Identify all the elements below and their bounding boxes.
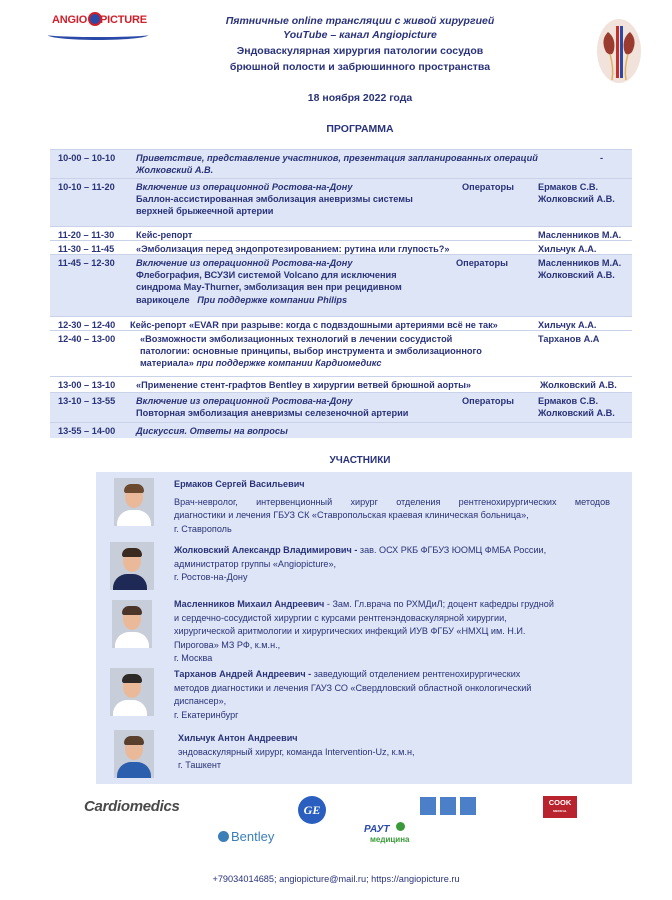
participant-photo — [110, 542, 154, 590]
row-description: Включение из операционной Ростова-на-Дону Повторная эмболизация аневризмы селезеночной артерии — [136, 396, 409, 419]
row-description: Включение из операционной Ростова-на-Дону Флебография, ВСУЗИ системой Volcano для исключения синдрома May-Thurner, эмболизация вен при рецидивном варикоцеле При поддержке компании Philips — [136, 258, 402, 305]
schedule-row — [50, 376, 632, 392]
row-description: «Эмболизация перед эндопротезированием: рутина или глупость?» — [136, 244, 450, 254]
sponsor-cook-logo: COOK MEDICAL — [543, 796, 577, 818]
angiopicture-logo — [44, 12, 152, 48]
row-presenter: Жолковский А.В. — [538, 270, 615, 280]
participant-info: Хильчук Антон Андреевич эндоваскулярный хирург, команда Intervention-Uz, к.м.н, г. Ташкент — [178, 732, 614, 773]
row-time: 11-20 – 11-30 — [58, 230, 115, 240]
row-presenter: Масленников М.А. — [538, 258, 622, 268]
schedule-row — [50, 422, 632, 438]
schedule-row — [50, 316, 632, 330]
row-presenter: Масленников М.А. — [538, 230, 622, 240]
schedule-row — [50, 226, 632, 240]
row-description: «Возможности эмболизационных технологий в лечении сосудистой патологии: основные принципы, выбор инструмента и эмболизационного материала» при поддержке компании Кардиомедикс — [140, 334, 482, 369]
participant-info: Ермаков Сергей Васильевич Врач-невролог, интервенционный хирург отделения рентгенохирургических методов диагностики и лечения ГБУЗ СК «Ставропольская краевая клиническая больница», г. Ставрополь — [174, 479, 610, 534]
participant-photo — [110, 668, 154, 716]
schedule-row — [50, 254, 632, 316]
row-time: 11-30 – 11-45 — [58, 244, 115, 254]
row-time: 12-30 – 12-40 — [58, 320, 116, 330]
program-title: ПРОГРАММА — [326, 123, 394, 135]
raut-mark-icon — [396, 822, 405, 831]
row-presenter: Хильчук А.А. — [538, 244, 597, 254]
row-description: Включение из операционной Ростова-на-Дону Баллон-ассистированная эмболизация аневризмы системы верхней брыжеечной артерии — [136, 182, 413, 217]
schedule-row — [50, 392, 632, 422]
event-date: 18 ноября 2022 года — [307, 92, 413, 104]
header-line-4: брюшной полости и забрюшинного пространства — [229, 61, 491, 73]
participant-name: Хильчук Антон Андреевич — [178, 733, 298, 743]
header-line-1: Пятничные online трансляции с живой хирургией — [225, 15, 495, 27]
sponsor-bentley-logo: Bentley — [218, 829, 274, 844]
participant-name: Тарханов Андрей Андреевич — [174, 669, 306, 679]
abdominal-anatomy-icon — [596, 18, 642, 84]
row-presenter: Хильчук А.А. — [538, 320, 597, 330]
participants-panel — [96, 472, 632, 784]
row-time: 10-10 – 11-20 — [58, 182, 115, 192]
row-time: 12-40 – 13-00 — [58, 334, 116, 344]
row-operators-label: Операторы — [462, 396, 514, 406]
row-description: Кейс-репорт «EVAR при разрыве: когда с подвздошными артериями всё не так» — [130, 320, 498, 330]
sponsor-raut-logo: РАУТ медицина — [364, 824, 410, 844]
sponsor-mdc-logo — [420, 797, 478, 815]
participant-info: Жолковский Александр Владимирович - зав. ОСХ РКБ ФГБУЗ ЮОМЦ ФМБА России, администратор группы «Angiopicture», г. Ростов-на-Дону — [174, 545, 547, 582]
row-presenter: Тарханов А.А — [538, 334, 600, 344]
row-time: 13-55 – 14-00 — [58, 426, 116, 436]
schedule-row — [50, 240, 632, 254]
logo-text-picture: PICTURE — [100, 14, 147, 26]
logo-swoosh-icon — [48, 30, 148, 40]
schedule-row — [50, 178, 632, 226]
logo-text-angio: ANGIO — [52, 14, 88, 26]
row-presenter: Жолковский А.В. — [540, 380, 617, 390]
sponsor-ge-logo: GE — [298, 796, 326, 824]
contact-info: +79034014685; angiopicture@mail.ru; https://angiopicture.ru — [212, 874, 460, 884]
participant-name: Масленников Михаил Андреевич — [174, 599, 325, 609]
participant-name: Ермаков Сергей Васильевич — [174, 479, 305, 489]
header-line-3: Эндоваскулярная хирургия патологии сосудов — [236, 45, 484, 57]
participant-photo — [112, 600, 152, 648]
sponsor-cardiomedics-logo: Cardiomedics — [84, 798, 180, 815]
row-presenter: Ермаков С.В. — [538, 182, 599, 192]
participant-photo — [114, 730, 154, 778]
row-time: 13-00 – 13-10 — [58, 380, 116, 390]
row-time: 13-10 – 13-55 — [58, 396, 116, 406]
row-time: 11-45 – 12-30 — [58, 258, 115, 268]
row-description: Кейс-репорт — [136, 230, 193, 240]
bentley-mark-icon — [218, 831, 229, 842]
row-description: Дискуссия. Ответы на вопросы — [136, 426, 288, 436]
schedule-row — [50, 149, 632, 178]
participants-title: УЧАСТНИКИ — [329, 455, 391, 466]
row-presenter: Жолковский А.В. — [538, 408, 615, 418]
schedule-table — [50, 149, 632, 438]
header-line-2: YouTube – канал Angiopicture — [283, 29, 437, 41]
participant-info: Масленников Михаил Андреевич - Зам. Гл.врача по РХМДиЛ; доцент кафедры грудной и сердечно-сосудистой хирургии с курсами рентгенэндоваскулярной хирургии, хирургической аритмологии и хирургических инфекций ИУВ ФГБУ «НМХЦ им. Н.И. Пирогова» МЗ РФ, к.м.н., г. Москва — [174, 599, 554, 663]
row-presenter: Жолковский А.В. — [538, 194, 615, 204]
row-time: 10-00 – 10-10 — [58, 153, 116, 163]
row-presenter: Ермаков С.В. — [538, 396, 599, 406]
row-operators-label: Операторы — [456, 258, 508, 268]
participant-info: Тарханов Андрей Андреевич - заведующий отделением рентгенохирургических методов диагностики и лечения ГАУЗ СО «Свердловский областной онкологический диспансер», г. Екатеринбург — [174, 669, 532, 720]
participant-photo — [114, 478, 154, 526]
row-dash: - — [600, 153, 604, 163]
row-description: Приветствие, представление участников, презентация запланированных операций Жолковский А.В. — [136, 153, 538, 176]
schedule-row — [50, 330, 632, 376]
row-operators-label: Операторы — [462, 182, 514, 192]
row-description: «Применение стент-графтов Bentley в хирургии ветвей брюшной аорты» — [136, 380, 472, 390]
participant-name: Жолковский Александр Владимирович — [174, 545, 352, 555]
